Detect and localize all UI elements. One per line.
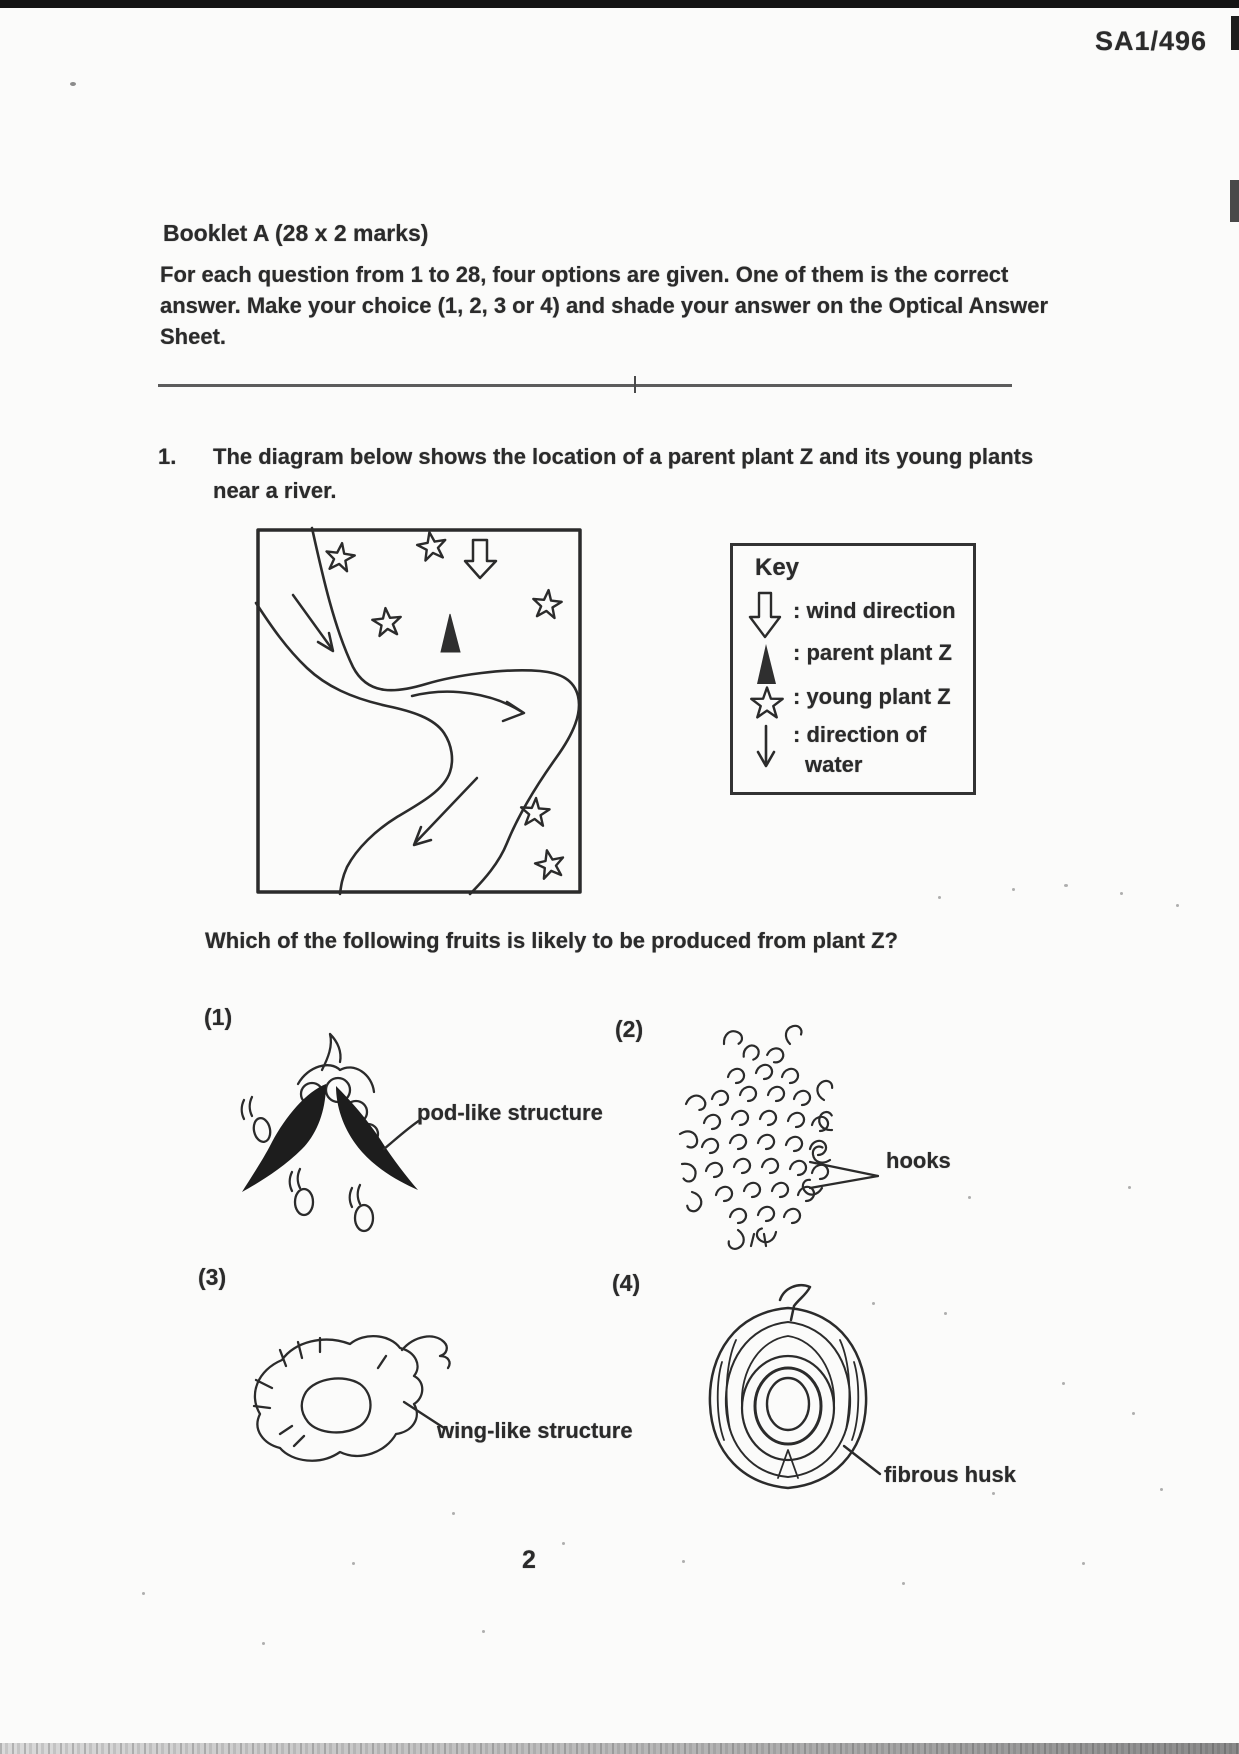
instructions-line: For each question from 1 to 28, four options are given. One of them is the correct — [160, 262, 1009, 287]
option-figure-label: hooks — [886, 1148, 951, 1173]
option4-label-leader-line — [838, 1442, 884, 1478]
scan-speck — [562, 1542, 565, 1545]
option-number: (1) — [204, 1004, 233, 1030]
scan-speck — [938, 896, 941, 899]
water-flow-arrow — [293, 595, 333, 651]
scan-speck — [902, 1582, 905, 1585]
water-direction-arrow-icon — [755, 722, 777, 772]
scan-speck — [142, 1592, 145, 1595]
section-divider — [158, 384, 1012, 387]
key-item-label-line2: water — [805, 752, 863, 777]
scan-speck — [452, 1512, 455, 1515]
option-figure-label: pod-like structure — [417, 1100, 603, 1125]
question-text-line: The diagram below shows the location of a parent plant Z and its young plants — [213, 444, 1034, 469]
scan-speck — [262, 1642, 265, 1645]
young-plant-star-icon — [745, 682, 789, 724]
scan-speck — [70, 82, 76, 86]
young-plant-stars — [324, 530, 566, 880]
scan-speck — [1082, 1562, 1085, 1565]
river-location-diagram — [256, 528, 582, 894]
pod-left-valve — [242, 1084, 326, 1192]
young-plant-star-icon — [520, 797, 550, 826]
divider-tick-mark — [634, 376, 636, 393]
option1-split-pod-figure — [232, 1032, 484, 1246]
question-text-line: near a river. — [213, 478, 337, 503]
scan-speck — [1062, 1382, 1065, 1385]
seed-body-outline — [302, 1378, 371, 1432]
wind-direction-arrow-icon — [747, 590, 783, 646]
booklet-heading: Booklet A (28 x 2 marks) — [163, 220, 429, 246]
instructions-line: Sheet. — [160, 324, 227, 349]
scan-speck — [352, 1562, 355, 1565]
option-figure-label: fibrous husk — [884, 1462, 1017, 1487]
key-item-label: : parent plant Z — [793, 640, 952, 665]
option-number: (4) — [612, 1270, 641, 1296]
scan-top-edge-bar — [0, 0, 1239, 8]
page-number: 2 — [522, 1546, 536, 1574]
scan-speck — [944, 1312, 947, 1315]
scan-speck — [1128, 1186, 1131, 1189]
scan-speck — [1012, 888, 1015, 891]
scan-speck — [1120, 892, 1123, 895]
scan-edge-mark — [1231, 16, 1239, 50]
scan-speck — [1160, 1488, 1163, 1491]
scan-speck — [872, 1302, 875, 1305]
river-bank-lower — [256, 603, 452, 894]
fruit-stalk — [780, 1285, 810, 1320]
parent-plant-triangle-icon — [751, 640, 781, 688]
burr-body-hooks — [679, 1024, 836, 1252]
scan-bottom-edge-noise — [0, 1743, 1239, 1754]
river-bank-upper — [312, 528, 579, 894]
water-flow-arrow — [414, 778, 477, 845]
key-item-label: : young plant Z — [793, 684, 951, 709]
question-number: 1. — [158, 444, 177, 469]
instructions-line: answer. Make your choice (1, 2, 3 or 4) and shade your answer on the Optical Answer — [160, 293, 1049, 318]
scan-speck — [682, 1560, 685, 1563]
scan-speck — [992, 1492, 995, 1495]
paper-code: SA1/496 — [1095, 26, 1208, 56]
young-plant-star-icon — [371, 607, 402, 637]
option1-label-leader-line — [378, 1112, 422, 1154]
scan-speck — [968, 1196, 971, 1199]
water-flow-arrow — [412, 692, 524, 721]
scan-speck — [1176, 904, 1179, 907]
parent-plant-triangle-icon — [441, 614, 460, 652]
key-title: Key — [755, 554, 800, 581]
question-prompt: Which of the following fruits is likely to be produced from plant Z? — [205, 928, 898, 953]
wing-outline — [255, 1336, 422, 1461]
key-item-label: : direction of — [793, 722, 927, 747]
option-number: (2) — [615, 1016, 644, 1042]
scan-speck — [482, 1630, 485, 1633]
option2-label-leader-wedge — [806, 1158, 884, 1192]
option-figure-label: wing-like structure — [437, 1418, 633, 1443]
young-plant-star-icon — [415, 530, 448, 562]
scan-speck — [1064, 884, 1068, 887]
young-plant-star-icon — [533, 847, 567, 879]
wind-direction-arrow-icon — [465, 540, 496, 578]
key-item-label: : wind direction — [793, 598, 956, 623]
option-number: (3) — [198, 1264, 227, 1290]
key-box — [730, 543, 976, 795]
scan-speck — [1132, 1412, 1135, 1415]
option2-burr-figure — [672, 1038, 850, 1246]
seed-cavity — [767, 1378, 809, 1430]
scan-edge-mark — [1230, 180, 1239, 222]
young-plant-star-icon — [324, 541, 356, 572]
young-plant-star-icon — [532, 589, 563, 619]
